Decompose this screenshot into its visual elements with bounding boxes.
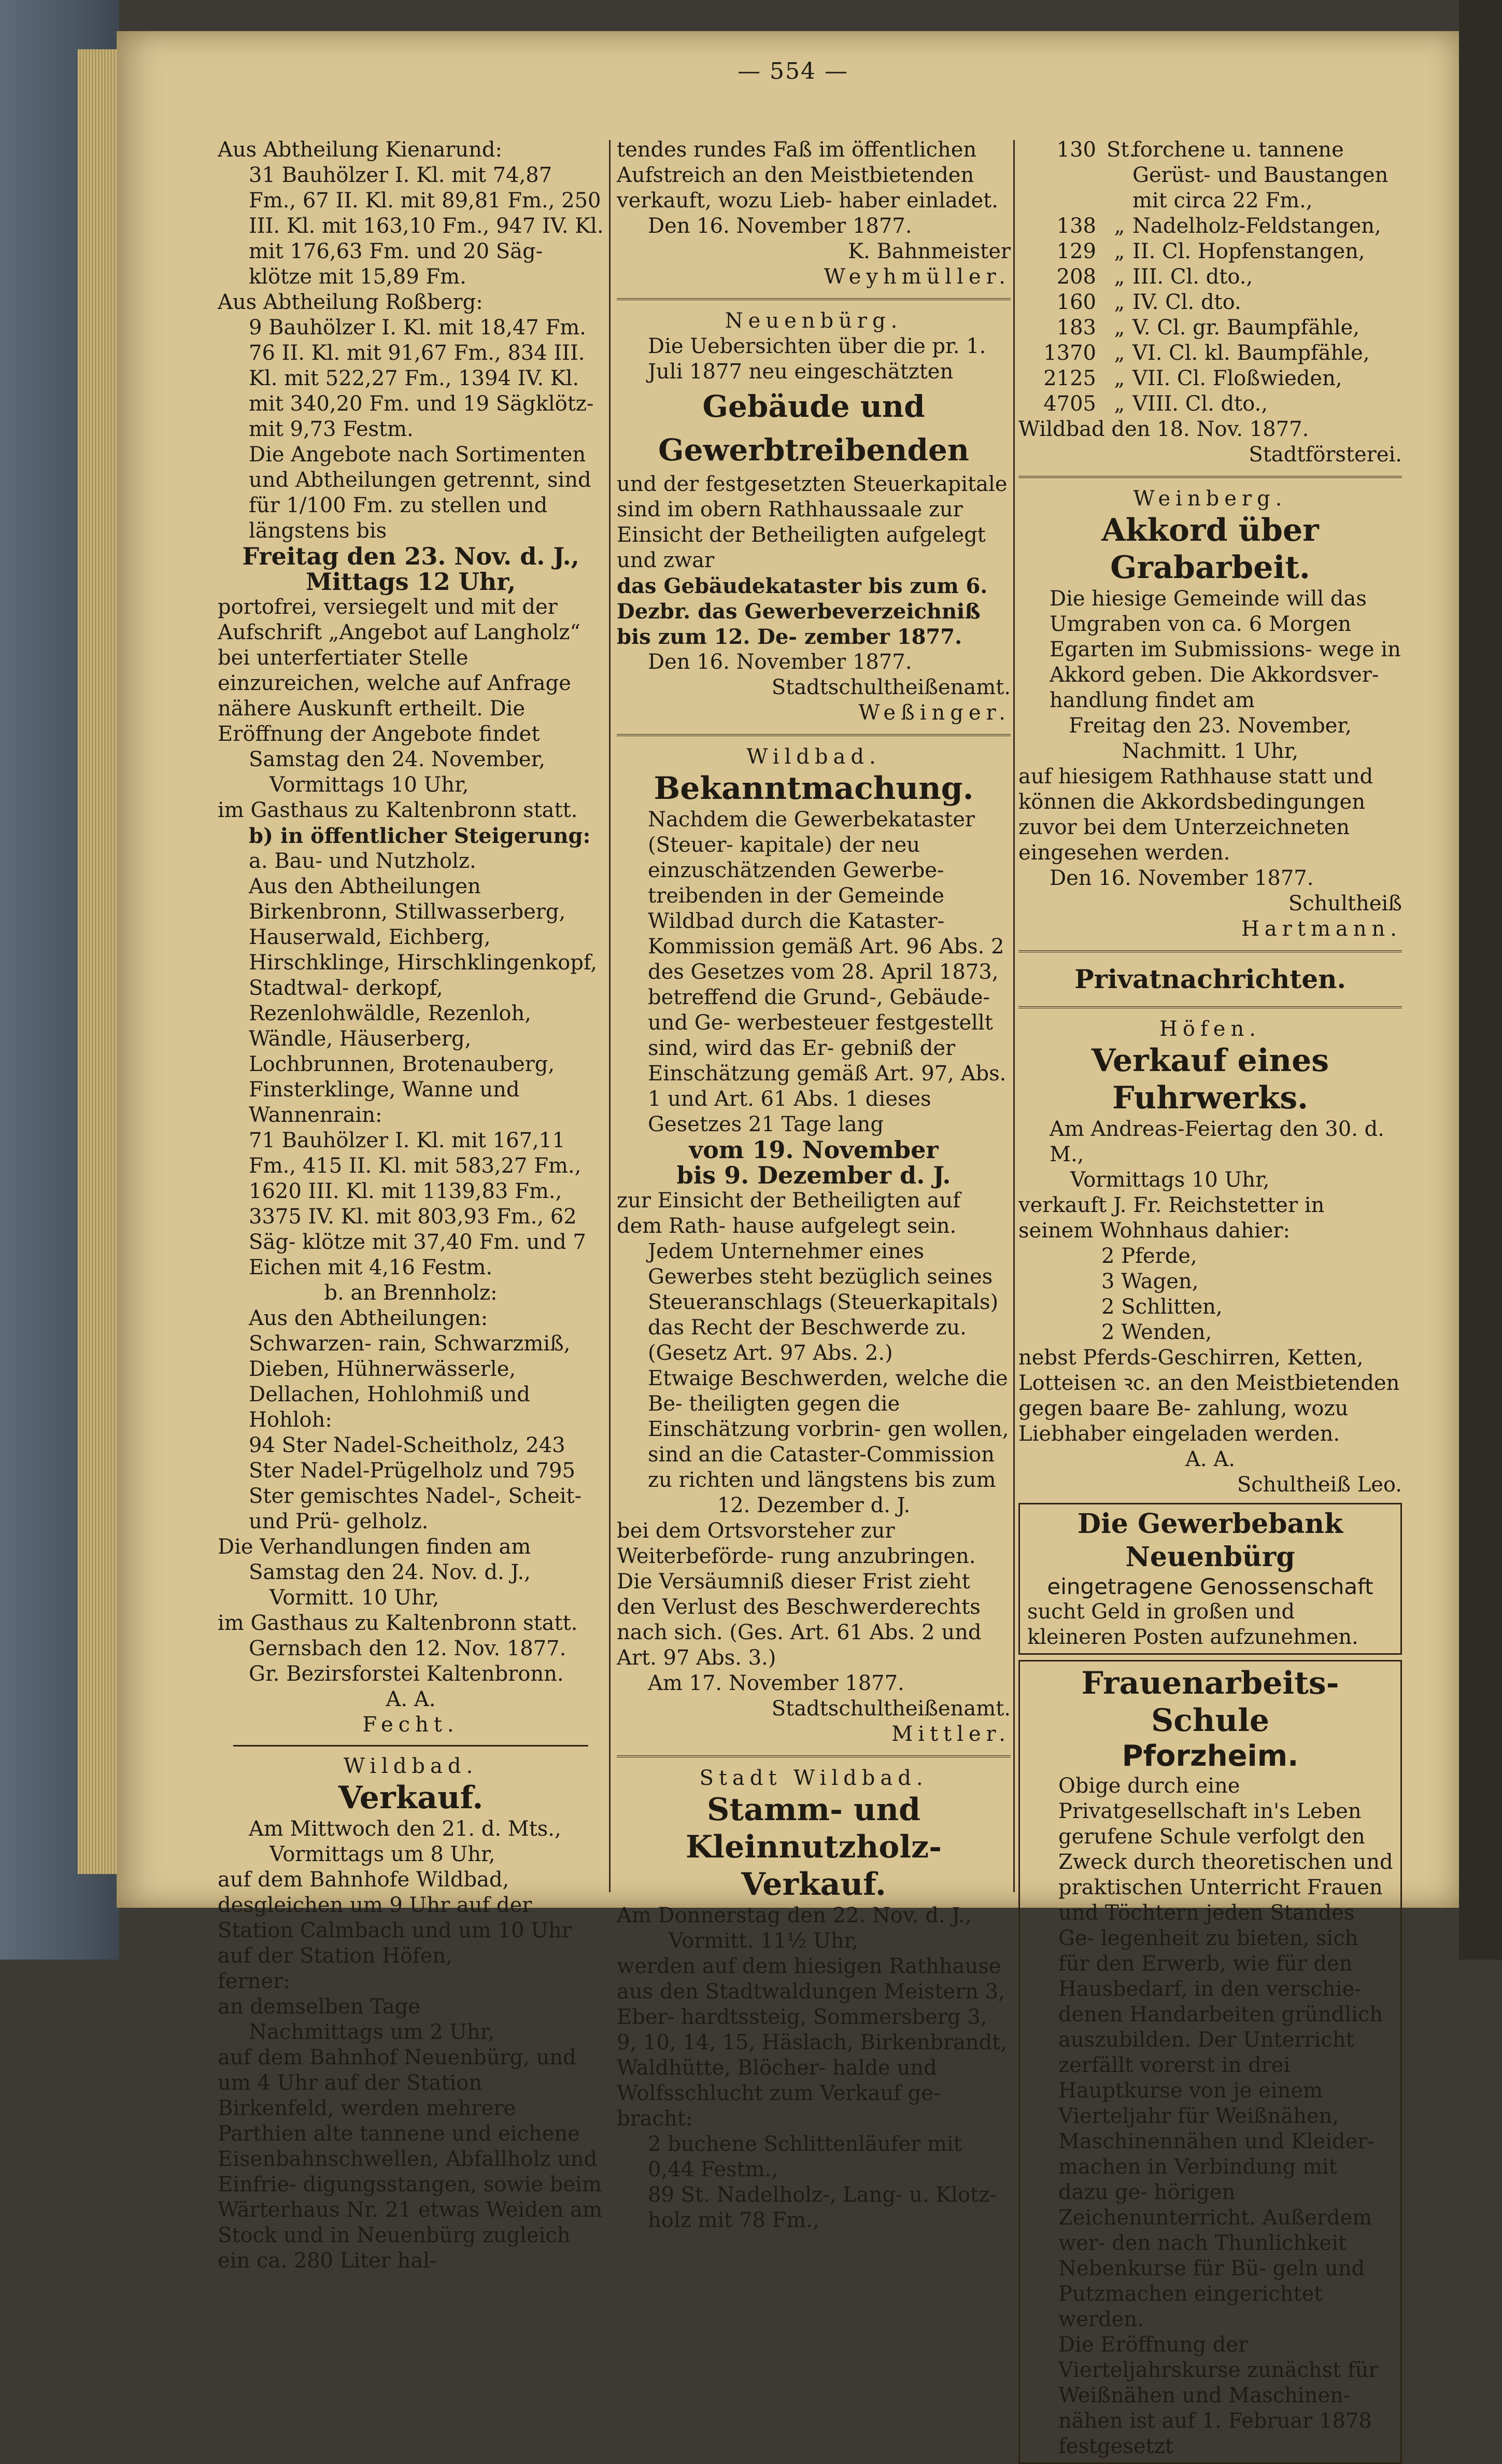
list-item: 2 buchene Schlittenläufer mit 0,44 Festm., xyxy=(648,2132,962,2181)
ad-location: Wildbad. xyxy=(746,745,881,769)
wood-list-row xyxy=(1018,214,1402,239)
wood-list-row xyxy=(1018,315,1402,341)
date-line: Am Donnerstag den 22. Nov. d. J., xyxy=(617,1904,972,1927)
time-line: Vormittags um 8 Uhr, xyxy=(270,1842,495,1866)
ad-headline: Gebäude und Gewerbtreibenden xyxy=(658,389,969,468)
section-heading: Aus Abtheilung Kienarund: xyxy=(218,138,503,162)
separator xyxy=(617,298,1011,300)
text-paragraph: Obige durch eine Privatgesellschaft in's Leben gerufene Schule verfolgt den Zweck durch theoretischen und praktischen Unterricht Frauen und Töchtern jeden Standes Ge- legenheit zu bieten, sich für den Erwerb, wie für den Hausbedarf, in den verschie- denen Handarbeiten gründlich auszubilden. Der Unterricht zerfällt vorerst in drei Hauptkurse von je einem Vierteljahr für Weißnähen, Maschinennähen und Kleider- machen in Verbindung mit dazu ge- hörigen Zeichenunterricht. Außerdem wer- den nach Thunlichkeit Nebenkurse für Bü- geln und Putzmachen eingerichtet werden. xyxy=(1058,1774,1393,2331)
wood-quantity: 138 xyxy=(1056,214,1096,238)
signature-name: Weßinger. xyxy=(858,701,1011,725)
text-paragraph: bei dem Ortsvorsteher zur Weiterbeförde- rung anzubringen. Die Versäumniß dieser Frist zieht den Verlust des Beschwerderechts nach sich. (Ges. Art. 61 Abs. 2 und Art. 97 Abs. 3.) xyxy=(617,1519,982,1670)
ad-box-gewerbebank xyxy=(1018,1503,1402,1655)
wood-unit: „ xyxy=(1114,265,1125,289)
time-line: Nachmittags um 2 Uhr, xyxy=(249,2020,495,2044)
text-paragraph: Etwaige Beschwerden, welche die Be- theiligten gegen die Einschätzung vorbrin- gen wollen, sind an die Cataster-Commission zu richten und längstens bis zum xyxy=(648,1367,1009,1492)
wood-description: VII. Cl. Floßwieden, xyxy=(1132,367,1342,390)
date-line: Samstag den 24. November, xyxy=(249,748,546,771)
wood-list-row xyxy=(1018,341,1402,366)
text-paragraph: Die Eröffnung der Vierteljahrskurse zunächst für Weißnähen und Maschinen- nähen ist auf 1. Februar 1878 festgesetzt xyxy=(1058,2333,1379,2458)
wood-list-row xyxy=(1018,290,1402,315)
wood-list xyxy=(1018,137,1402,417)
signature-name: Weyhmüller. xyxy=(824,265,1011,289)
wood-list-row xyxy=(1018,137,1402,214)
text-paragraph: auf hiesigem Rathhause statt und können die Akkordsbedingungen zuvor bei dem Unterzeichneten eingesehen werden. xyxy=(1018,765,1373,865)
text-paragraph: 9 Bauhölzer I. Kl. mit 18,47 Fm. 76 II. Kl. mit 91,67 Fm., 834 III. Kl. mit 522,27 Fm., 1394 IV. Kl. mit 340,20 Fm. und 19 Sägklötz- mit 9,73 Festm. xyxy=(249,316,594,441)
date-line: Am Mittwoch den 21. d. Mts., xyxy=(249,1817,561,1841)
subsection-heading: a. Bau- und Nutzholz. xyxy=(249,849,476,873)
page-edges xyxy=(78,49,119,1874)
subsection-heading: b. an Brennholz: xyxy=(324,1281,498,1305)
text-paragraph: portofrei, versiegelt und mit der Aufschrift „Angebot auf Langholz“ bei unterfertiater Stelle einzureichen, welche auf Anfrage nähere Auskunft ertheilt. Die Eröffnung der Angebote findet xyxy=(218,595,580,746)
page-number: — 554 — xyxy=(738,58,848,85)
text-paragraph: Aus den Abtheilungen: Schwarzen- rain, Schwarzmiß, Dieben, Hühnerwässerle, Dellachen, Hohlohmiß und Hohloh: xyxy=(249,1306,571,1432)
wood-quantity: 160 xyxy=(1056,290,1096,314)
text-paragraph: Nachdem die Gewerbekataster (Steuer- kapitale) der neu einzuschätzenden Gewerbe- treibenden in der Gemeinde Wildbad durch die Kataster-Kommission gemäß Art. 96 Abs. 2 des Gesetzes vom 28. April 1873, betreffend die Grund-, Gebäude- und Ge- werbesteuer festgestellt sind, wird das Er- gebniß der Einschätzung gemäß Art. 97, Abs. 1 und Art. 61 Abs. 1 dieses Gesetzes 21 Tage lang xyxy=(648,808,1007,1136)
list-item: 2 Wenden, xyxy=(1101,1320,1212,1344)
signature-name: Fecht. xyxy=(362,1713,459,1737)
section-title: Privatnachrichten. xyxy=(1074,964,1346,994)
wood-unit: „ xyxy=(1114,214,1125,238)
wood-list-row xyxy=(1018,366,1402,391)
wood-quantity: 1370 xyxy=(1043,341,1096,365)
date-line: Den 16. November 1877. xyxy=(1050,866,1314,890)
wood-description: V. Cl. gr. Baumpfähle, xyxy=(1132,316,1360,340)
text-paragraph: Die Uebersichten über die pr. 1. Juli 1877 neu eingeschätzten xyxy=(648,334,986,384)
wood-unit: „ xyxy=(1114,290,1125,314)
ad-headline: Verkauf. xyxy=(338,1780,484,1816)
wood-description: Nadelholz-Feldstangen, xyxy=(1132,214,1381,238)
ad-headline-2: Verkauf. xyxy=(741,1866,886,1903)
subsection-heading: b) in öffentlicher Steigerung: xyxy=(249,824,591,848)
wood-quantity: 208 xyxy=(1056,265,1096,289)
signature-abbrev: A. A. xyxy=(386,1687,436,1711)
separator xyxy=(1018,1006,1402,1008)
list-item: 2 Schlitten, xyxy=(1101,1295,1223,1319)
deadline-time: Mittags 12 Uhr, xyxy=(305,568,516,596)
signature-office: Stadtförsterei. xyxy=(1249,443,1402,467)
wood-description: IV. Cl. dto. xyxy=(1132,290,1241,314)
signature-office: Schultheiß xyxy=(1288,892,1402,916)
wood-quantity: 130 xyxy=(1056,138,1096,162)
ad-subtitle: Pforzheim. xyxy=(1122,1739,1299,1773)
wood-quantity: 4705 xyxy=(1043,392,1096,416)
text-paragraph: auf dem Bahnhofe Wildbad, desgleichen um 9 Uhr auf der Station Calmbach und um 10 Uhr auf der Station Höfen, xyxy=(218,1868,572,1968)
wood-quantity: 183 xyxy=(1056,316,1096,340)
ad-headline: Stamm- und Kleinnutzholz- xyxy=(686,1792,942,1865)
next-page-edge xyxy=(1459,0,1502,1960)
text-paragraph: nebst Pferds-Geschirren, Ketten, Lotteisen ꝛc. an den Meistbietenden gegen baare Be- zahlung, wozu Liebhaber eingeladen werden. xyxy=(1018,1346,1400,1446)
ad-location: Stadt Wildbad. xyxy=(699,1766,928,1790)
text-paragraph: zur Einsicht der Betheiligten auf dem Rath- hause aufgelegt sein. xyxy=(617,1189,961,1238)
text-paragraph: Aus den Abtheilungen Birkenbronn, Stillwasserberg, Hauserwald, Eichberg, Hirschklinge, Hirschklingenkopf, Stadtwal- derkopf, Rezenlohwäldle, Rezenloh, Wändle, Häuserberg, Lochbrunnen, Brotenauberg, Finsterklinge, Wanne und Wannenrain: xyxy=(249,875,597,1127)
signature-office: Stadtschultheißenamt. xyxy=(771,675,1011,699)
text-paragraph: Die Angebote nach Sortimenten und Abtheilungen getrennt, sind für 1/100 Fm. zu stellen und längstens bis xyxy=(249,443,591,543)
deadline-date: Freitag den 23. Nov. d. J., xyxy=(242,542,579,570)
text-paragraph: werden auf dem hiesigen Rathhause aus den Stadtwaldungen Meistern 3, Eber- hardtssteig, Sommersberg 3, 9, 10, 14, 15, Häslach, Birkenbrandt, Waldhütte, Blöcher- halde und Wolfsschlucht zum Verkauf ge- bracht: xyxy=(617,1954,1008,2131)
wood-list-row xyxy=(1018,264,1402,290)
wood-description: forchene u. tannene Gerüst- und Baustangen mit circa 22 Fm., xyxy=(1132,138,1388,213)
wood-quantity: 129 xyxy=(1056,240,1096,263)
time-line: Nachmitt. 1 Uhr, xyxy=(1122,739,1299,763)
separator xyxy=(617,1755,1011,1757)
list-item: 89 St. Nadelholz-, Lang- u. Klotz- holz mit 78 Fm., xyxy=(648,2183,997,2232)
signature-abbrev: A. A. xyxy=(1185,1447,1235,1471)
text-paragraph: das Gebäudekataster bis zum 6. Dezbr. das Gewerbeverzeichniß bis zum 12. De- zember 1877. xyxy=(617,574,988,649)
ad-headline: Verkauf eines Fuhrwerks. xyxy=(1091,1043,1329,1116)
wood-unit: „ xyxy=(1114,392,1125,416)
text-paragraph: 31 Bauhölzer I. Kl. mit 74,87 Fm., 67 II. Kl. mit 89,81 Fm., 250 III. Kl. mit 163,10 Fm., 947 IV. Kl. mit 176,63 Fm. und 20 Säg- klötze mit 15,89 Fm. xyxy=(249,163,604,289)
ad-subtitle: eingetragene Genossenschaft xyxy=(1047,1574,1373,1599)
deadline-date: 12. Dezember d. J. xyxy=(717,1494,911,1517)
date-line: Den 16. November 1877. xyxy=(648,650,912,674)
ad-location: Weinberg. xyxy=(1133,487,1287,511)
text-line: ferner: xyxy=(218,1969,290,1993)
separator xyxy=(233,1745,588,1747)
wood-unit: „ xyxy=(1114,367,1125,390)
column-3 xyxy=(1018,137,1402,2458)
ad-location: Wildbad. xyxy=(343,1754,478,1778)
wood-unit: „ xyxy=(1114,341,1125,365)
time-line: Vormittags 10 Uhr, xyxy=(270,773,469,797)
signature-name: Schultheiß Leo. xyxy=(1237,1473,1402,1497)
separator xyxy=(617,734,1011,736)
list-item: 2 Pferde, xyxy=(1101,1244,1197,1268)
text-paragraph: tendes rundes Faß im öffentlichen Aufstreich an den Meistbietenden verkauft, wozu Lieb- haber einladet. xyxy=(617,138,998,213)
column-2 xyxy=(617,137,1011,2232)
signature-name: Mittler. xyxy=(891,1722,1011,1746)
ad-location: Neuenbürg. xyxy=(725,309,903,333)
wood-unit: „ xyxy=(1114,316,1125,340)
time-line: Vormittags 10 Uhr, xyxy=(1070,1168,1270,1192)
ad-headline: Frauenarbeits-Schule xyxy=(1081,1665,1339,1739)
ad-headline: Die Gewerbebank Neuenbürg xyxy=(1077,1508,1343,1573)
date-line: Den 16. November 1877. xyxy=(648,214,912,238)
wood-description: VIII. Cl. dto., xyxy=(1132,392,1268,416)
ad-location: Höfen. xyxy=(1159,1017,1261,1041)
text-paragraph: 94 Ster Nadel-Scheitholz, 243 Ster Nadel-Prügelholz und 795 Ster gemischtes Nadel-, Scheit- und Prü- gelholz. xyxy=(249,1433,582,1533)
signature-office: K. Bahnmeister xyxy=(848,240,1011,263)
ad-headline: Bekanntmachung. xyxy=(654,770,974,807)
date-line: Freitag den 23. November, xyxy=(1069,714,1352,738)
text-paragraph: Jedem Unternehmer eines Gewerbes steht bezüglich seines Steueranschlags (Steuerkapitals) das Recht der Beschwerde zu. (Gesetz Art. 97 Abs. 2.) xyxy=(648,1240,999,1365)
text-paragraph: Die hiesige Gemeinde will das Umgraben von ca. 6 Morgen Egarten im Submissions- wege in Akkord geben. Die Akkordsver- handlung findet am xyxy=(1050,587,1401,712)
text-paragraph: auf dem Bahnhof Neuenbürg, und um 4 Uhr auf der Station Birkenfeld, werden mehrere Parthien alte tannene und eichene Eisenbahnschwellen, Abfallholz und Einfrie- digungsstangen, sowie beim Wärterhaus Nr. 21 etwas Weiden am Stock und in Neuenbürg zugleich ein ca. 280 Liter hal- xyxy=(218,2046,602,2273)
column-rule-2 xyxy=(1013,140,1015,1892)
place-date: Wildbad den 18. Nov. 1877. xyxy=(1018,417,1309,441)
text-paragraph: 71 Bauhölzer I. Kl. mit 167,11 Fm., 415 II. Kl. mit 583,27 Fm., 1620 III. Kl. mit 1139,83 Fm., 3375 IV. Kl. mit 803,93 Fm., 62 Säg- klötze mit 37,40 Fm. und 7 Eichen mit 4,16 Festm. xyxy=(249,1129,586,1279)
signature-office: Gr. Bezirsforstei Kaltenbronn. xyxy=(249,1662,564,1686)
location-line: im Gasthaus zu Kaltenbronn statt. xyxy=(218,1611,578,1635)
wood-description: VI. Cl. kl. Baumpfähle, xyxy=(1132,341,1370,365)
column-rule-1 xyxy=(609,140,611,1892)
separator xyxy=(1018,476,1402,478)
time-line: Vormitt. 11½ Uhr, xyxy=(669,1929,859,1953)
wood-list-row xyxy=(1018,239,1402,264)
signature-office: Stadtschultheißenamt. xyxy=(771,1697,1011,1721)
separator xyxy=(1018,950,1402,952)
wood-unit: „ xyxy=(1114,240,1125,263)
ad-box-frauenarbeitsschule xyxy=(1018,1660,1402,2464)
section-heading: Aus Abtheilung Roßberg: xyxy=(218,290,483,314)
signature-name: Hartmann. xyxy=(1241,917,1402,941)
text-paragraph: und der festgesetzten Steuerkapitale sind im obern Rathhaussaale zur Einsicht der Betheiligten aufgelegt und zwar xyxy=(617,472,1008,572)
place-date: Gernsbach den 12. Nov. 1877. xyxy=(249,1637,566,1660)
wood-description: II. Cl. Hopfenstangen, xyxy=(1132,240,1365,263)
text-paragraph: sucht Geld in großen und kleineren Posten aufzunehmen. xyxy=(1027,1600,1358,1649)
date-line: Am 17. November 1877. xyxy=(648,1671,904,1695)
ad-headline: Akkord über Grabarbeit. xyxy=(1101,512,1319,586)
time-line: Vormitt. 10 Uhr, xyxy=(270,1586,440,1610)
location-line: im Gasthaus zu Kaltenbronn statt. xyxy=(218,798,578,822)
column-1 xyxy=(218,137,604,2273)
list-item: 3 Wagen, xyxy=(1101,1270,1199,1293)
date-range-start: vom 19. November xyxy=(689,1136,939,1164)
text-paragraph: Die Verhandlungen finden am xyxy=(218,1535,531,1559)
text-paragraph: verkauft J. Fr. Reichstetter in seinem Wohnhaus dahier: xyxy=(1018,1193,1325,1243)
wood-description: III. Cl. dto., xyxy=(1132,265,1253,289)
text-line: an demselben Tage xyxy=(218,1995,420,2019)
date-line: Samstag den 24. Nov. d. J., xyxy=(249,1560,531,1584)
wood-unit: St. xyxy=(1107,138,1136,162)
date-line: Am Andreas-Feiertag den 30. d. M., xyxy=(1050,1117,1384,1166)
date-range-end: bis 9. Dezember d. J. xyxy=(676,1161,951,1189)
wood-list-row xyxy=(1018,391,1402,417)
wood-quantity: 2125 xyxy=(1043,367,1096,390)
